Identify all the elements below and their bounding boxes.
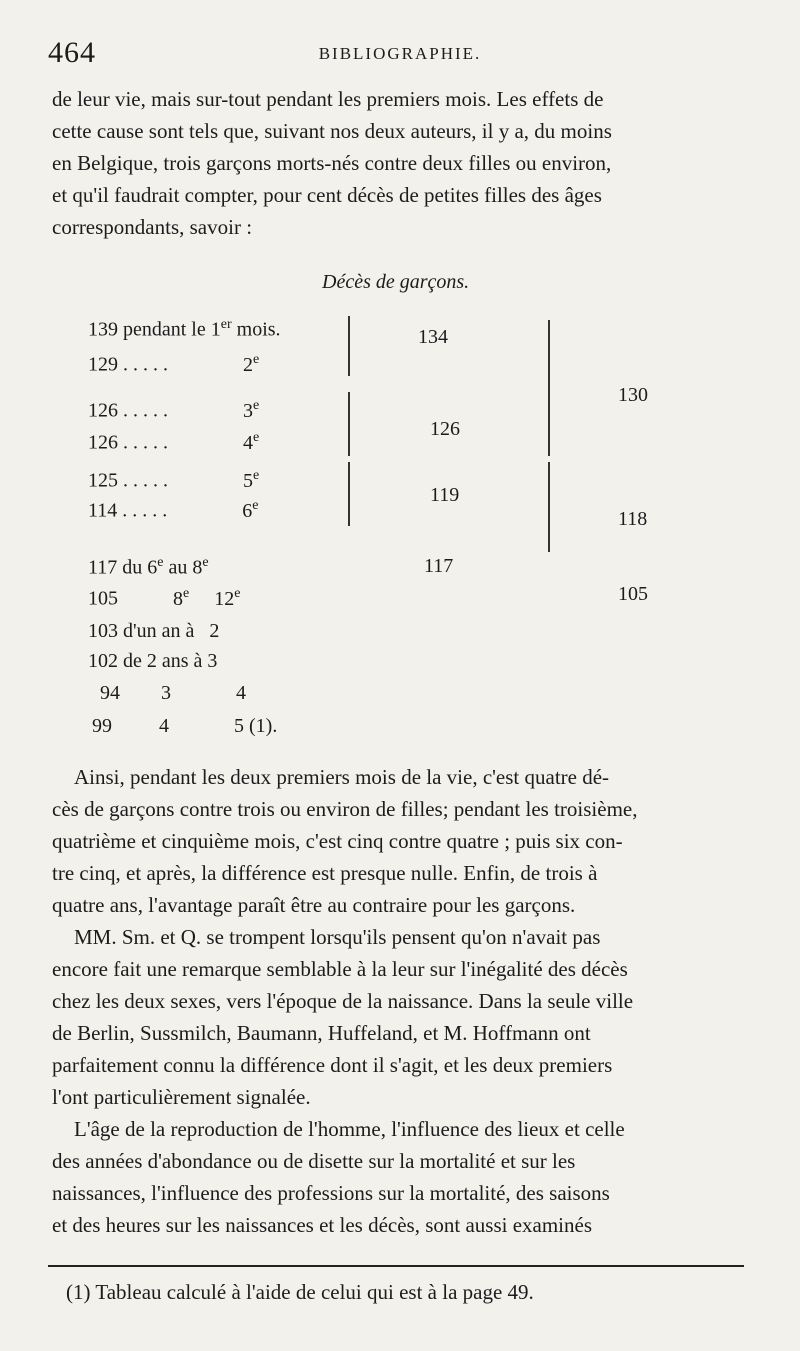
row-text2: 2: [204, 620, 220, 642]
body-line: chez les deux sexes, vers l'époque de la naissance. Dans la seule ville: [52, 989, 634, 1013]
row-text2-sup: e: [202, 555, 209, 570]
row-text: de 2 ans à: [123, 650, 203, 672]
body-line: naissances, l'influence des professions sur la mortalité, des saisons: [52, 1181, 610, 1205]
group-brace: [348, 316, 360, 376]
body-line: l'ont particulièrement signalée.: [52, 1085, 311, 1109]
row-value: 102: [88, 650, 118, 672]
group-brace: [538, 462, 550, 552]
intro-line: de leur vie, mais sur-tout pendant les premiers mois. Les effets de: [52, 87, 604, 111]
table-row: [100, 682, 246, 705]
table-row: [88, 430, 259, 455]
row-label: . . . . .: [123, 353, 168, 376]
row-period-sup: e: [253, 468, 260, 483]
page-number: 464: [48, 36, 96, 69]
body-line: encore fait une remarque semblable à la leur sur l'inégalité des décès: [52, 957, 628, 981]
table-row: [88, 498, 258, 523]
row-period: 5: [243, 469, 253, 492]
table-row: [88, 586, 240, 611]
row-tail: mois.: [231, 318, 281, 341]
row-value: 114: [88, 499, 118, 522]
row-text-sup: e: [183, 586, 190, 601]
row-period-sup: e: [252, 498, 259, 513]
footnote-rule: [48, 1265, 744, 1267]
row-period-sup: e: [253, 430, 260, 445]
row-period: 3: [243, 399, 253, 422]
body-line: et des heures sur les naissances et les décès, sont aussi examinés: [52, 1213, 593, 1237]
grouped-value: 118: [618, 508, 648, 530]
row-label: pendant le: [123, 318, 206, 341]
row-text: 8: [173, 587, 183, 610]
grouped-value: 119: [430, 484, 460, 506]
row-period-sup: er: [220, 317, 232, 332]
row-label: . . . . .: [123, 399, 168, 422]
row-label: . . . . .: [123, 431, 168, 454]
grouped-value: 134: [418, 326, 448, 348]
group-brace: [538, 320, 550, 456]
body-line: quatrième et cinquième mois, c'est cinq contre quatre ; puis six con-: [52, 829, 623, 853]
body-line: MM. Sm. et Q. se trompent lorsqu'ils pensent qu'on n'avait pas: [74, 925, 601, 949]
grouped-value: 126: [430, 418, 460, 440]
row-label: . . . . .: [122, 499, 168, 522]
row-text: du 6: [122, 556, 158, 579]
intro-line: cette cause sont tels que, suivant nos deux auteurs, il y a, du moins: [52, 119, 612, 143]
row-value: 103: [88, 620, 118, 642]
row-text2: 5 (1).: [229, 715, 278, 737]
grouped-value: 117: [424, 555, 454, 577]
body-line: de Berlin, Sussmilch, Baumann, Huffeland, et M. Hoffmann ont: [52, 1021, 591, 1045]
table-row: [88, 555, 209, 580]
table-title: Décès de garçons.: [322, 271, 470, 293]
row-value: 126: [88, 431, 118, 454]
intro-line: correspondants, savoir :: [52, 215, 253, 239]
row-value: 105: [88, 587, 118, 610]
row-value: 139: [88, 318, 118, 341]
body-line: cès de garçons contre trois ou environ de filles; pendant les troisième,: [52, 797, 638, 821]
row-text: d'un an à: [123, 620, 195, 642]
table-row: [88, 398, 259, 423]
footnote: (1) Tableau calculé à l'aide de celui qui est à la page 49.: [66, 1280, 534, 1304]
row-text2: 12: [209, 587, 235, 610]
table-row: [88, 620, 219, 643]
body-line: Ainsi, pendant les deux premiers mois de la vie, c'est quatre dé-: [74, 765, 610, 789]
intro-line: en Belgique, trois garçons morts-nés contre deux filles ou environ,: [52, 151, 612, 175]
row-label: . . . . .: [123, 469, 168, 492]
row-text2-sup: e: [234, 586, 241, 601]
row-period-sup: e: [253, 352, 260, 367]
row-period: 2: [243, 353, 253, 376]
grouped-value: 130: [618, 384, 648, 406]
row-period: 6: [242, 499, 253, 522]
row-text: 4: [159, 715, 169, 737]
body-line: tre cinq, et après, la différence est presque nulle. Enfin, de trois à: [52, 861, 598, 885]
table-row: [88, 650, 217, 673]
row-value: 99: [92, 715, 112, 737]
row-value: 126: [88, 399, 118, 422]
table-row: [88, 352, 259, 377]
running-head: BIBLIOGRAPHIE.: [318, 44, 482, 63]
row-text2: 3: [202, 650, 218, 672]
row-period: 4: [243, 431, 253, 454]
body-line: des années d'abondance ou de disette sur la mortalité et sur les: [52, 1149, 576, 1173]
body-line: quatre ans, l'avantage paraît être au contraire pour les garçons.: [52, 893, 576, 917]
row-value: 129: [88, 353, 118, 376]
intro-line: et qu'il faudrait compter, pour cent décès de petites filles des âges: [52, 183, 602, 207]
row-period: 1: [210, 318, 221, 341]
row-text: 3: [161, 682, 171, 704]
grouped-value: 105: [618, 583, 648, 605]
row-text2: au 8: [163, 556, 203, 579]
table-row: [88, 468, 259, 493]
table-row: [92, 715, 277, 738]
group-brace: [348, 392, 360, 456]
body-line: parfaitement connu la différence dont il s'agit, et les deux premiers: [52, 1053, 613, 1077]
row-text2: 4: [231, 682, 246, 704]
group-brace: [348, 462, 360, 526]
table-row: [88, 317, 281, 342]
row-period-sup: e: [253, 398, 260, 413]
row-value: 125: [88, 469, 118, 492]
row-value: 117: [88, 556, 118, 579]
body-line: L'âge de la reproduction de l'homme, l'influence des lieux et celle: [74, 1117, 625, 1141]
row-value: 94: [100, 682, 120, 704]
row-text-sup: e: [157, 555, 164, 570]
